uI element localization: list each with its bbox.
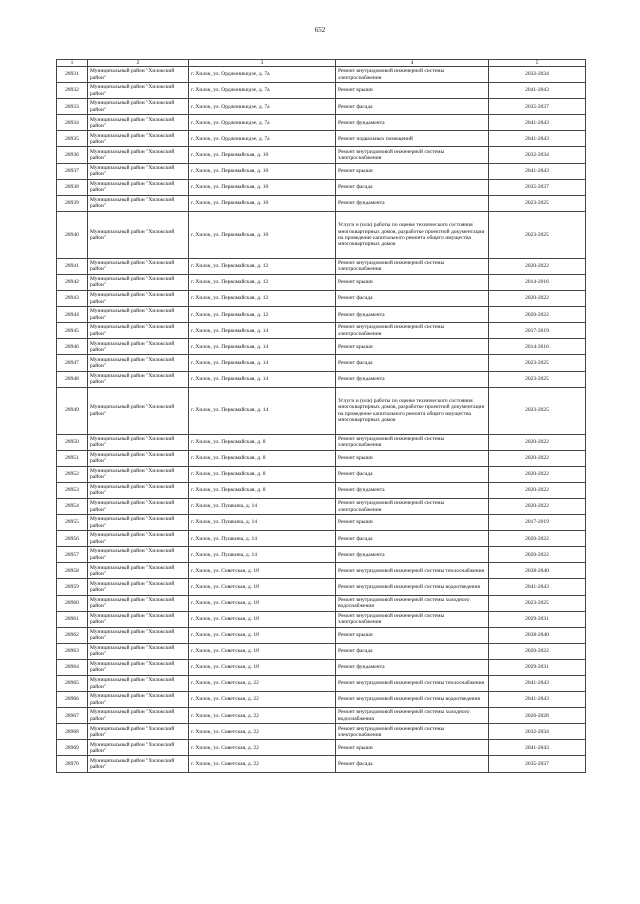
table-row (57, 724, 586, 740)
row-number: 28944 (57, 307, 88, 323)
period-cell: 2020-2022 (489, 498, 586, 514)
address-cell: г. Хилок, ул. Советская, д. 18 (189, 595, 336, 611)
row-number: 28960 (57, 595, 88, 611)
table-row (57, 371, 586, 387)
row-number: 28947 (57, 355, 88, 371)
table-row (57, 595, 586, 611)
district-cell: Муниципальный район "Хилокский район" (88, 515, 189, 531)
period-cell: 2041-2043 (489, 676, 586, 692)
period-cell: 2023-2025 (489, 595, 586, 611)
table-row (57, 274, 586, 290)
period-cell: 2041-2043 (489, 131, 586, 147)
address-cell: г. Хилок, ул. Первомайская, д. 14 (189, 323, 336, 339)
row-number: 28938 (57, 179, 88, 195)
work-type-cell: Ремонт фундамента (336, 115, 489, 131)
row-number: 28950 (57, 434, 88, 450)
header-col-5: 5 (489, 60, 586, 67)
address-cell: г. Хилок, ул. Орджоникидзе, д. 7а (189, 83, 336, 99)
district-cell: Муниципальный район "Хилокский район" (88, 482, 189, 498)
row-number: 28931 (57, 67, 88, 83)
address-cell: г. Хилок, ул. Советская, д. 22 (189, 756, 336, 772)
header-col-4: 4 (336, 60, 489, 67)
work-type-cell: Ремонт фундамента (336, 307, 489, 323)
table-row (57, 99, 586, 115)
period-cell: 2017-2019 (489, 323, 586, 339)
work-type-cell: Ремонт внутридомовой инженерной системы электроснабжения (336, 323, 489, 339)
table-row (57, 179, 586, 195)
table-row (57, 482, 586, 498)
address-cell: г. Хилок, ул. Советская, д. 18 (189, 643, 336, 659)
table-row (57, 643, 586, 659)
address-cell: г. Хилок, ул. Первомайская, д. 10 (189, 211, 336, 258)
address-cell: г. Хилок, ул. Пушкина, д. 14 (189, 498, 336, 514)
district-cell: Муниципальный район "Хилокский район" (88, 131, 189, 147)
address-cell: г. Хилок, ул. Советская, д. 18 (189, 627, 336, 643)
period-cell: 2038-2040 (489, 627, 586, 643)
work-type-cell: Ремонт внутридомовой инженерной системы водоотведения (336, 692, 489, 708)
table-row (57, 291, 586, 307)
table-row (57, 163, 586, 179)
row-number: 28955 (57, 515, 88, 531)
work-type-cell: Ремонт внутридомовой инженерной системы электроснабжения (336, 498, 489, 514)
work-type-cell: Ремонт внутридомовой инженерной системы электроснабжения (336, 611, 489, 627)
district-cell: Муниципальный район "Хилокский район" (88, 740, 189, 756)
address-cell: г. Хилок, ул. Первомайская, д. 12 (189, 307, 336, 323)
work-type-cell: Ремонт внутридомовой инженерной системы электроснабжения (336, 434, 489, 450)
district-cell: Муниципальный район "Хилокский район" (88, 434, 189, 450)
row-number: 28958 (57, 563, 88, 579)
period-cell: 2020-2022 (489, 531, 586, 547)
period-cell: 2020-2022 (489, 434, 586, 450)
header-col-1: 1 (57, 60, 88, 67)
row-number: 28952 (57, 466, 88, 482)
row-number: 28941 (57, 258, 88, 274)
work-type-cell: Ремонт фасада (336, 355, 489, 371)
work-type-cell: Ремонт фундамента (336, 195, 489, 211)
table-row (57, 708, 586, 724)
period-cell: 2014-2016 (489, 274, 586, 290)
period-cell: 2029-2031 (489, 659, 586, 675)
table-row (57, 211, 586, 258)
table-row (57, 563, 586, 579)
row-number: 28965 (57, 676, 88, 692)
table-row (57, 515, 586, 531)
table-row (57, 115, 586, 131)
district-cell: Муниципальный район "Хилокский район" (88, 307, 189, 323)
work-type-cell: Услуги и (или) работы по оценке технического состояния многоквартирных домов, разработке проектной документации на проведение капитального ремонта общего имущества многоквартирных домов (336, 387, 489, 434)
district-cell: Муниципальный район "Хилокский район" (88, 115, 189, 131)
district-cell: Муниципальный район "Хилокский район" (88, 258, 189, 274)
row-number: 28933 (57, 99, 88, 115)
district-cell: Муниципальный район "Хилокский район" (88, 659, 189, 675)
address-cell: г. Хилок, ул. Орджоникидзе, д. 7а (189, 115, 336, 131)
work-type-cell: Ремонт крыши (336, 450, 489, 466)
row-number: 28942 (57, 274, 88, 290)
table-header (57, 60, 586, 67)
table-row (57, 339, 586, 355)
row-number: 28961 (57, 611, 88, 627)
work-type-cell: Ремонт фасада (336, 179, 489, 195)
page-number: 652 (314, 26, 326, 34)
header-row (57, 60, 586, 67)
address-cell: г. Хилок, ул. Пушкина, д. 14 (189, 515, 336, 531)
district-cell: Муниципальный район "Хилокский район" (88, 323, 189, 339)
district-cell: Муниципальный район "Хилокский район" (88, 563, 189, 579)
address-cell: г. Хилок, ул. Первомайская, д. 14 (189, 355, 336, 371)
work-type-cell: Ремонт крыши (336, 339, 489, 355)
address-cell: г. Хилок, ул. Советская, д. 18 (189, 579, 336, 595)
row-number: 28932 (57, 83, 88, 99)
period-cell: 2032-2034 (489, 724, 586, 740)
work-type-cell: Услуги и (или) работы по оценке технического состояния многоквартирных домов, разработке проектной документации на проведение капитального ремонта общего имущества многоквартирных домов (336, 211, 489, 258)
address-cell: г. Хилок, ул. Советская, д. 22 (189, 724, 336, 740)
district-cell: Муниципальный район "Хилокский район" (88, 355, 189, 371)
district-cell: Муниципальный район "Хилокский район" (88, 339, 189, 355)
table-row (57, 307, 586, 323)
district-cell: Муниципальный район "Хилокский район" (88, 531, 189, 547)
period-cell: 2041-2043 (489, 579, 586, 595)
work-type-cell: Ремонт фундамента (336, 371, 489, 387)
period-cell: 2041-2043 (489, 115, 586, 131)
period-cell: 2020-2022 (489, 258, 586, 274)
address-cell: г. Хилок, ул. Советская, д. 22 (189, 676, 336, 692)
table-row (57, 355, 586, 371)
work-type-cell: Ремонт внутридомовой инженерной системы электроснабжения (336, 724, 489, 740)
address-cell: г. Хилок, ул. Орджоникидзе, д. 7а (189, 67, 336, 83)
table-row (57, 387, 586, 434)
table-row (57, 756, 586, 772)
row-number: 28964 (57, 659, 88, 675)
district-cell: Муниципальный район "Хилокский район" (88, 579, 189, 595)
work-type-cell: Ремонт внутридомовой инженерной системы электроснабжения (336, 258, 489, 274)
work-type-cell: Ремонт фасада (336, 756, 489, 772)
work-type-cell: Ремонт крыши (336, 515, 489, 531)
table-row (57, 131, 586, 147)
table-row (57, 67, 586, 83)
district-cell: Муниципальный район "Хилокский район" (88, 179, 189, 195)
row-number: 28936 (57, 147, 88, 163)
table-body (57, 67, 586, 773)
table-row (57, 434, 586, 450)
address-cell: г. Хилок, ул. Пушкина, д. 14 (189, 547, 336, 563)
row-number: 28962 (57, 627, 88, 643)
period-cell: 2020-2022 (489, 450, 586, 466)
address-cell: г. Хилок, ул. Первомайская, д. 12 (189, 258, 336, 274)
row-number: 28934 (57, 115, 88, 131)
period-cell: 2041-2043 (489, 740, 586, 756)
row-number: 28954 (57, 498, 88, 514)
district-cell: Муниципальный район "Хилокский район" (88, 83, 189, 99)
address-cell: г. Хилок, ул. Первомайская, д. 10 (189, 147, 336, 163)
row-number: 28953 (57, 482, 88, 498)
address-cell: г. Хилок, ул. Орджоникидзе, д. 7а (189, 131, 336, 147)
address-cell: г. Хилок, ул. Первомайская, д. 14 (189, 339, 336, 355)
row-number: 28948 (57, 371, 88, 387)
table-row (57, 83, 586, 99)
address-cell: г. Хилок, ул. Советская, д. 22 (189, 740, 336, 756)
table-row (57, 323, 586, 339)
work-type-cell: Ремонт фасада (336, 99, 489, 115)
row-number: 28940 (57, 211, 88, 258)
table-row (57, 531, 586, 547)
work-type-cell: Ремонт внутридомовой инженерной системы электроснабжения (336, 147, 489, 163)
district-cell: Муниципальный район "Хилокский район" (88, 708, 189, 724)
work-type-cell: Ремонт крыши (336, 83, 489, 99)
district-cell: Муниципальный район "Хилокский район" (88, 195, 189, 211)
table-row (57, 195, 586, 211)
period-cell: 2041-2043 (489, 163, 586, 179)
district-cell: Муниципальный район "Хилокский район" (88, 676, 189, 692)
period-cell: 2041-2043 (489, 83, 586, 99)
district-cell: Муниципальный район "Хилокский район" (88, 547, 189, 563)
row-number: 28949 (57, 387, 88, 434)
address-cell: г. Хилок, ул. Пушкина, д. 14 (189, 531, 336, 547)
district-cell: Муниципальный район "Хилокский район" (88, 627, 189, 643)
district-cell: Муниципальный район "Хилокский район" (88, 147, 189, 163)
table-row (57, 659, 586, 675)
district-cell: Муниципальный район "Хилокский район" (88, 99, 189, 115)
period-cell: 2020-2022 (489, 482, 586, 498)
work-type-cell: Ремонт фундамента (336, 482, 489, 498)
row-number: 28959 (57, 579, 88, 595)
work-type-cell: Ремонт внутридомовой инженерной системы электроснабжения (336, 67, 489, 83)
table-row (57, 579, 586, 595)
work-type-cell: Ремонт фасада (336, 531, 489, 547)
address-cell: г. Хилок, ул. Советская, д. 18 (189, 563, 336, 579)
address-cell: г. Хилок, ул. Первомайская, д. 10 (189, 179, 336, 195)
period-cell: 2041-2043 (489, 692, 586, 708)
row-number: 28943 (57, 291, 88, 307)
work-type-cell: Ремонт фасада (336, 291, 489, 307)
address-cell: г. Хилок, ул. Первомайская, д. 8 (189, 466, 336, 482)
district-cell: Муниципальный район "Хилокский район" (88, 466, 189, 482)
period-cell: 2032-2034 (489, 67, 586, 83)
address-cell: г. Хилок, ул. Первомайская, д. 12 (189, 291, 336, 307)
district-cell: Муниципальный район "Хилокский район" (88, 756, 189, 772)
period-cell: 2035-2037 (489, 99, 586, 115)
capital-repair-table (56, 59, 586, 773)
work-type-cell: Ремонт внутридомовой инженерной системы водоотведения (336, 579, 489, 595)
district-cell: Муниципальный район "Хилокский район" (88, 371, 189, 387)
work-type-cell: Ремонт подвальных помещений (336, 131, 489, 147)
row-number: 28969 (57, 740, 88, 756)
address-cell: г. Хилок, ул. Первомайская, д. 8 (189, 450, 336, 466)
period-cell: 2023-2025 (489, 387, 586, 434)
row-number: 28951 (57, 450, 88, 466)
table-row (57, 466, 586, 482)
address-cell: г. Хилок, ул. Первомайская, д. 10 (189, 195, 336, 211)
table-row (57, 450, 586, 466)
header-col-3: 3 (189, 60, 336, 67)
district-cell: Муниципальный район "Хилокский район" (88, 211, 189, 258)
period-cell: 2014-2016 (489, 339, 586, 355)
district-cell: Муниципальный район "Хилокский район" (88, 387, 189, 434)
table-row (57, 692, 586, 708)
district-cell: Муниципальный район "Хилокский район" (88, 67, 189, 83)
work-type-cell: Ремонт фундамента (336, 547, 489, 563)
district-cell: Муниципальный район "Хилокский район" (88, 450, 189, 466)
address-cell: г. Хилок, ул. Первомайская, д. 12 (189, 274, 336, 290)
row-number: 28963 (57, 643, 88, 659)
period-cell: 2026-2028 (489, 708, 586, 724)
header-col-2: 2 (88, 60, 189, 67)
period-cell: 2023-2025 (489, 371, 586, 387)
district-cell: Муниципальный район "Хилокский район" (88, 498, 189, 514)
table-row (57, 258, 586, 274)
address-cell: г. Хилок, ул. Советская, д. 18 (189, 659, 336, 675)
district-cell: Муниципальный район "Хилокский район" (88, 643, 189, 659)
work-type-cell: Ремонт крыши (336, 163, 489, 179)
work-type-cell: Ремонт фундамента (336, 659, 489, 675)
table-row (57, 547, 586, 563)
period-cell: 2029-2031 (489, 611, 586, 627)
address-cell: г. Хилок, ул. Первомайская, д. 14 (189, 371, 336, 387)
work-type-cell: Ремонт крыши (336, 740, 489, 756)
row-number: 28970 (57, 756, 88, 772)
district-cell: Муниципальный район "Хилокский район" (88, 595, 189, 611)
row-number: 28968 (57, 724, 88, 740)
period-cell: 2020-2022 (489, 466, 586, 482)
row-number: 28939 (57, 195, 88, 211)
address-cell: г. Хилок, ул. Первомайская, д. 8 (189, 434, 336, 450)
row-number: 28967 (57, 708, 88, 724)
period-cell: 2020-2022 (489, 307, 586, 323)
row-number: 28946 (57, 339, 88, 355)
address-cell: г. Хилок, ул. Советская, д. 22 (189, 708, 336, 724)
period-cell: 2023-2025 (489, 211, 586, 258)
period-cell: 2017-2019 (489, 515, 586, 531)
table-row (57, 611, 586, 627)
work-type-cell: Ремонт внутридомовой инженерной системы холодного водоснабжения (336, 595, 489, 611)
district-cell: Муниципальный район "Хилокский район" (88, 163, 189, 179)
period-cell: 2020-2022 (489, 643, 586, 659)
address-cell: г. Хилок, ул. Советская, д. 22 (189, 692, 336, 708)
period-cell: 2035-2037 (489, 756, 586, 772)
row-number: 28966 (57, 692, 88, 708)
period-cell: 2038-2040 (489, 563, 586, 579)
row-number: 28937 (57, 163, 88, 179)
district-cell: Муниципальный район "Хилокский район" (88, 274, 189, 290)
address-cell: г. Хилок, ул. Первомайская, д. 8 (189, 482, 336, 498)
period-cell: 2023-2025 (489, 195, 586, 211)
district-cell: Муниципальный район "Хилокский район" (88, 692, 189, 708)
period-cell: 2023-2025 (489, 355, 586, 371)
row-number: 28956 (57, 531, 88, 547)
table-row (57, 627, 586, 643)
row-number: 28935 (57, 131, 88, 147)
table-row (57, 147, 586, 163)
address-cell: г. Хилок, ул. Первомайская, д. 14 (189, 387, 336, 434)
work-type-cell: Ремонт фасада (336, 466, 489, 482)
work-type-cell: Ремонт внутридомовой инженерной системы теплоснабжения (336, 563, 489, 579)
district-cell: Муниципальный район "Хилокский район" (88, 291, 189, 307)
district-cell: Муниципальный район "Хилокский район" (88, 611, 189, 627)
work-type-cell: Ремонт внутридомовой инженерной системы холодного водоснабжения (336, 708, 489, 724)
work-type-cell: Ремонт крыши (336, 274, 489, 290)
work-type-cell: Ремонт крыши (336, 627, 489, 643)
period-cell: 2032-2034 (489, 147, 586, 163)
row-number: 28945 (57, 323, 88, 339)
table-row (57, 676, 586, 692)
period-cell: 2020-2022 (489, 291, 586, 307)
period-cell: 2020-2022 (489, 547, 586, 563)
address-cell: г. Хилок, ул. Советская, д. 18 (189, 611, 336, 627)
work-type-cell: Ремонт внутридомовой инженерной системы теплоснабжения (336, 676, 489, 692)
table-row (57, 498, 586, 514)
row-number: 28957 (57, 547, 88, 563)
period-cell: 2035-2037 (489, 179, 586, 195)
work-type-cell: Ремонт фасада (336, 643, 489, 659)
address-cell: г. Хилок, ул. Орджоникидзе, д. 7а (189, 99, 336, 115)
table-row (57, 740, 586, 756)
district-cell: Муниципальный район "Хилокский район" (88, 724, 189, 740)
address-cell: г. Хилок, ул. Первомайская, д. 10 (189, 163, 336, 179)
